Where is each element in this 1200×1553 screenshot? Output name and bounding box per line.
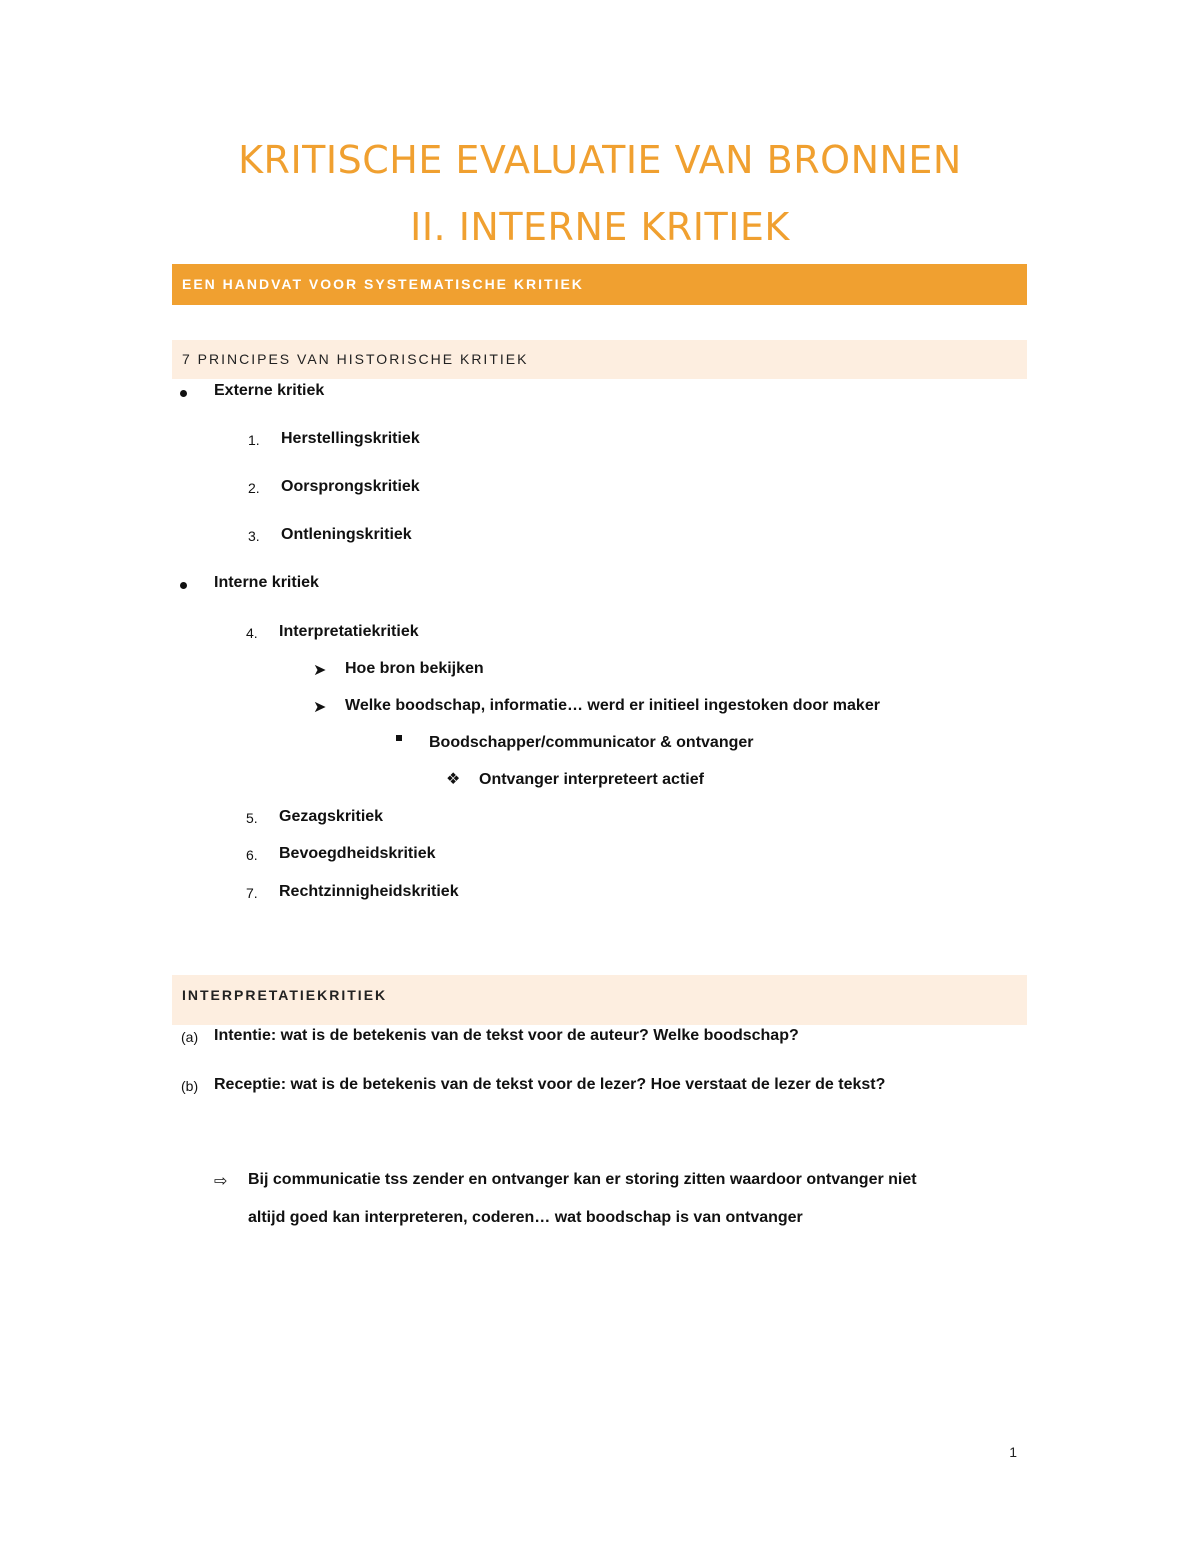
- bullet-icon: [180, 582, 187, 589]
- arrowhead-bullet-icon: ➤: [313, 699, 327, 716]
- sub-sub-item: Boodschapper/communicator & ontvanger: [429, 734, 754, 751]
- list-marker: (b): [181, 1078, 199, 1094]
- list-item: Herstellingskritiek: [281, 430, 420, 447]
- list-item: Ontleningskritiek: [281, 526, 412, 543]
- page-number: 1: [1009, 1444, 1017, 1460]
- list-number: 2.: [248, 480, 260, 496]
- sub-item: Hoe bron bekijken: [345, 660, 484, 677]
- section-heading-principes: 7 PRINCIPES VAN HISTORISCHE KRITIEK: [172, 340, 1027, 379]
- diamond-bullet-icon: ❖: [446, 771, 461, 788]
- list-number: 3.: [248, 528, 260, 544]
- square-bullet-icon: [396, 735, 402, 741]
- list-number: 7.: [246, 885, 258, 901]
- note-line: altijd goed kan interpreteren, coderen… wat boodschap is van ontvanger: [248, 1209, 803, 1226]
- list-number: 6.: [246, 847, 258, 863]
- list-number: 5.: [246, 810, 258, 826]
- list-item-externe: Externe kritiek: [214, 382, 325, 399]
- list-item-intentie: Intentie: wat is de betekenis van de tekst voor de auteur? Welke boodschap?: [214, 1027, 799, 1044]
- arrowhead-bullet-icon: ➤: [313, 662, 327, 679]
- list-number: 4.: [246, 625, 258, 641]
- list-item-interne: Interne kritiek: [214, 574, 319, 591]
- outline-arrow-icon: ⇨: [214, 1173, 228, 1190]
- list-item: Oorsprongskritiek: [281, 478, 420, 495]
- bullet-icon: [180, 390, 187, 397]
- list-item: Gezagskritiek: [279, 808, 384, 825]
- note-line: Bij communicatie tss zender en ontvanger kan er storing zitten waardoor ontvanger niet: [248, 1171, 917, 1188]
- list-item: Rechtzinnigheidskritiek: [279, 883, 459, 900]
- list-number: 1.: [248, 432, 260, 448]
- list-marker: (a): [181, 1029, 199, 1045]
- sub-sub-sub-item: Ontvanger interpreteert actief: [479, 771, 704, 788]
- document-title: KRITISCHE EVALUATIE VAN BRONNEN: [238, 138, 962, 182]
- list-item: Bevoegdheidskritiek: [279, 845, 436, 862]
- banner-heading: EEN HANDVAT VOOR SYSTEMATISCHE KRITIEK: [172, 264, 1027, 305]
- section-heading-interpretatiekritiek: INTERPRETATIEKRITIEK: [172, 975, 1027, 1025]
- document-subtitle: II. INTERNE KRITIEK: [410, 205, 790, 249]
- list-item: Interpretatiekritiek: [279, 623, 419, 640]
- list-item-receptie: Receptie: wat is de betekenis van de tekst voor de lezer? Hoe verstaat de lezer de tekst?: [214, 1076, 886, 1093]
- sub-item: Welke boodschap, informatie… werd er initieel ingestoken door maker: [345, 697, 880, 714]
